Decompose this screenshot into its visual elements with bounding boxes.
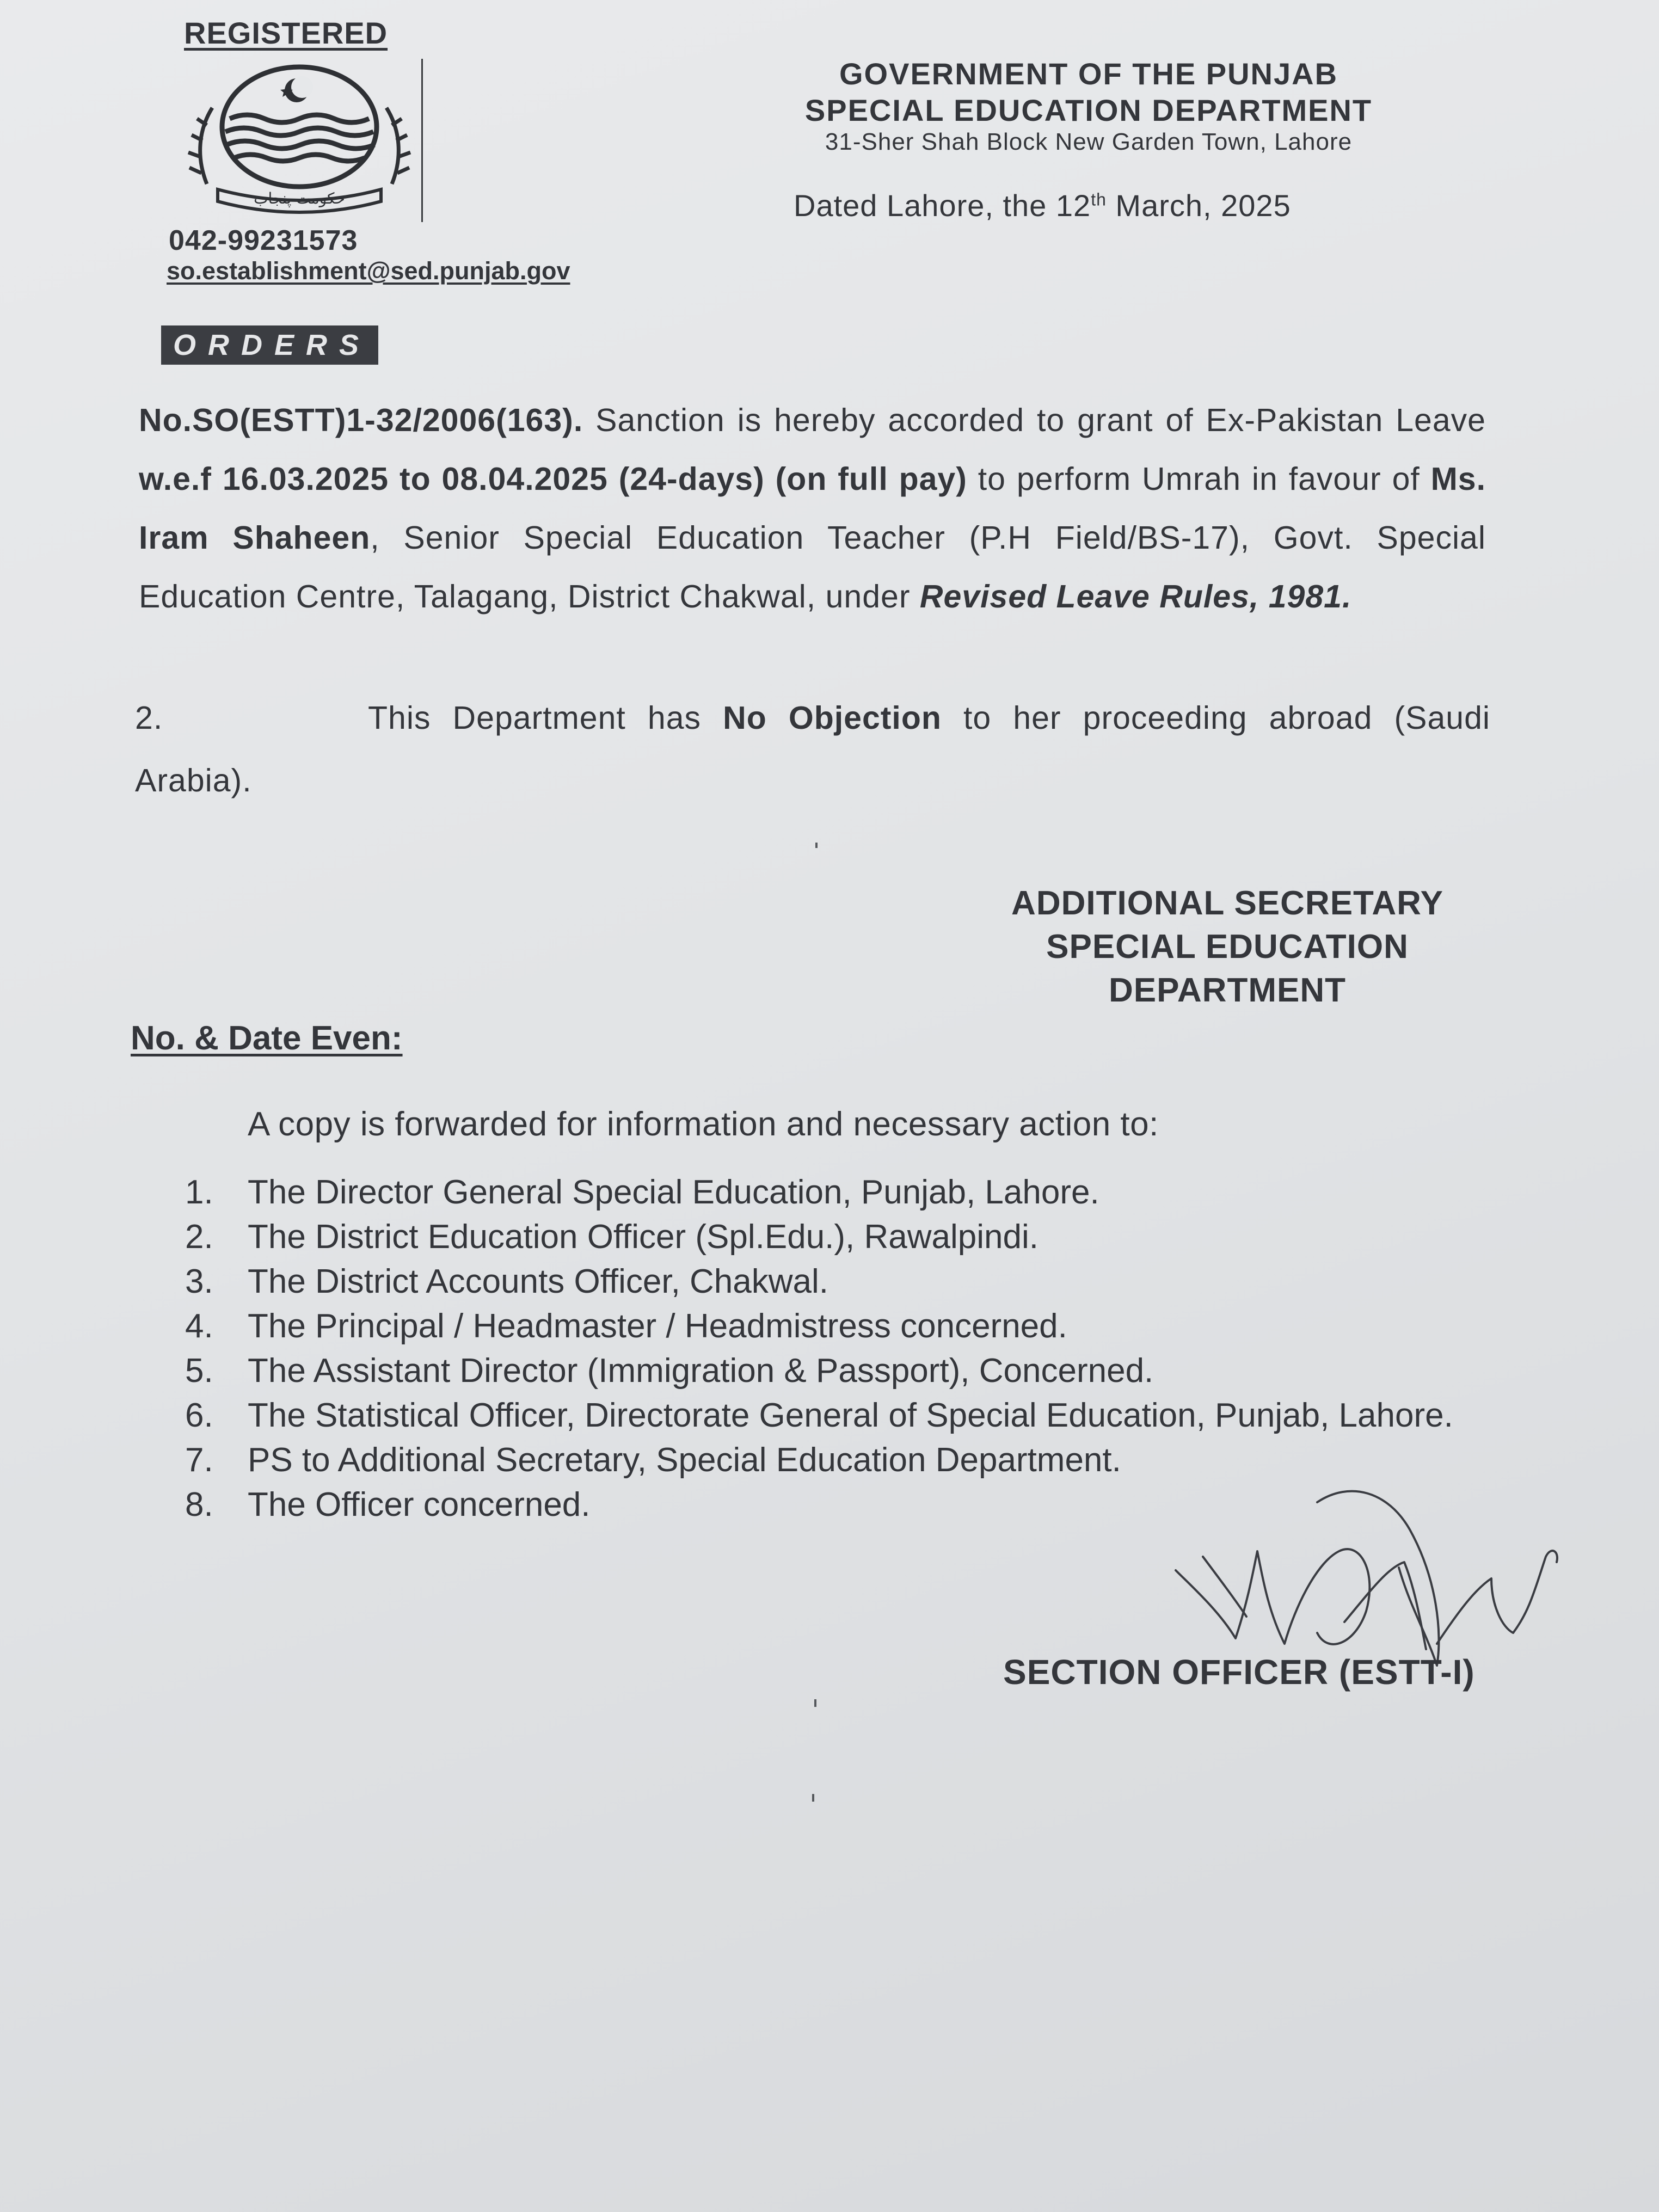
- copy-intro: A copy is forwarded for information and necessary action to:: [248, 1105, 1159, 1143]
- leave-period: w.e.f 16.03.2025 to 08.04.2025 (24-days) (on full pay): [139, 461, 967, 497]
- department-title: SPECIAL EDUCATION DEPARTMENT: [804, 93, 1373, 127]
- orders-badge: ORDERS: [161, 325, 378, 365]
- list-item: 6. The Statistical Officer, Directorate General of Special Education, Punjab, Lahore.: [185, 1397, 1453, 1434]
- paper-speck: [812, 1794, 814, 1802]
- paper-speck: [814, 1699, 816, 1707]
- order-paragraph: No.SO(ESTT)1-32/2006(163). Sanction is hereby accorded to grant of Ex-Pakistan Leave w.e.f 16.03.2025 to 08.04.2025 (24-days) (on full pay) to perform Umrah in favour of Ms. Iram Shaheen, Senior Special Education Teacher (P.H Field/BS-17), Govt. Special Education Centre, Talagang, District Chakwal, under Revised Leave Rules, 1981.: [139, 402, 1486, 615]
- wheat-right: [386, 108, 410, 184]
- wheat-left: [188, 108, 212, 184]
- punjab-emblem: [185, 64, 414, 217]
- no-objection-paragraph: 2. This Department has No Objection to her proceeding abroad (Saudi Arabia).: [135, 700, 1491, 798]
- list-item: 4. The Principal / Headmaster / Headmistress concerned.: [185, 1307, 1067, 1345]
- header-divider: [421, 59, 423, 222]
- list-item: 7. PS to Additional Secretary, Special Education Department.: [185, 1441, 1121, 1479]
- leave-rules: Revised Leave Rules, 1981.: [919, 579, 1352, 615]
- registered-label: REGISTERED: [184, 16, 388, 50]
- list-item: 8. The Officer concerned.: [185, 1486, 591, 1523]
- no-date-even: No. & Date Even:: [131, 1019, 403, 1057]
- employee-name: Ms. Iram Shaheen: [139, 461, 1486, 556]
- date-line: Dated Lahore, the 12th March, 2025: [794, 188, 1291, 223]
- list-item: 2. The District Education Officer (Spl.Edu.), Rawalpindi.: [185, 1218, 1039, 1256]
- additional-secretary-block: ADDITIONAL SECRETARY SPECIAL EDUCATION DEPARTMENT: [1011, 884, 1443, 1009]
- list-item: 5. The Assistant Director (Immigration & Passport), Concerned.: [185, 1352, 1154, 1390]
- department-address: 31-Sher Shah Block New Garden Town, Lahore: [825, 128, 1353, 155]
- gov-title: GOVERNMENT OF THE PUNJAB: [839, 57, 1338, 91]
- emblem-text: حکومت پنجاب: [254, 189, 345, 207]
- phone-number: 042-99231573: [169, 225, 358, 256]
- no-objection: No Objection: [723, 700, 942, 736]
- list-item: 3. The District Accounts Officer, Chakwal.: [185, 1263, 829, 1300]
- list-item: 1. The Director General Special Education, Punjab, Lahore.: [185, 1173, 1099, 1211]
- paper-speck: [815, 843, 818, 848]
- section-officer-title: SECTION OFFICER (ESTT-I): [1003, 1652, 1475, 1692]
- order-reference: No.SO(ESTT)1-32/2006(163).: [139, 402, 583, 438]
- email-address: so.establishment@sed.punjab.gov: [167, 257, 570, 285]
